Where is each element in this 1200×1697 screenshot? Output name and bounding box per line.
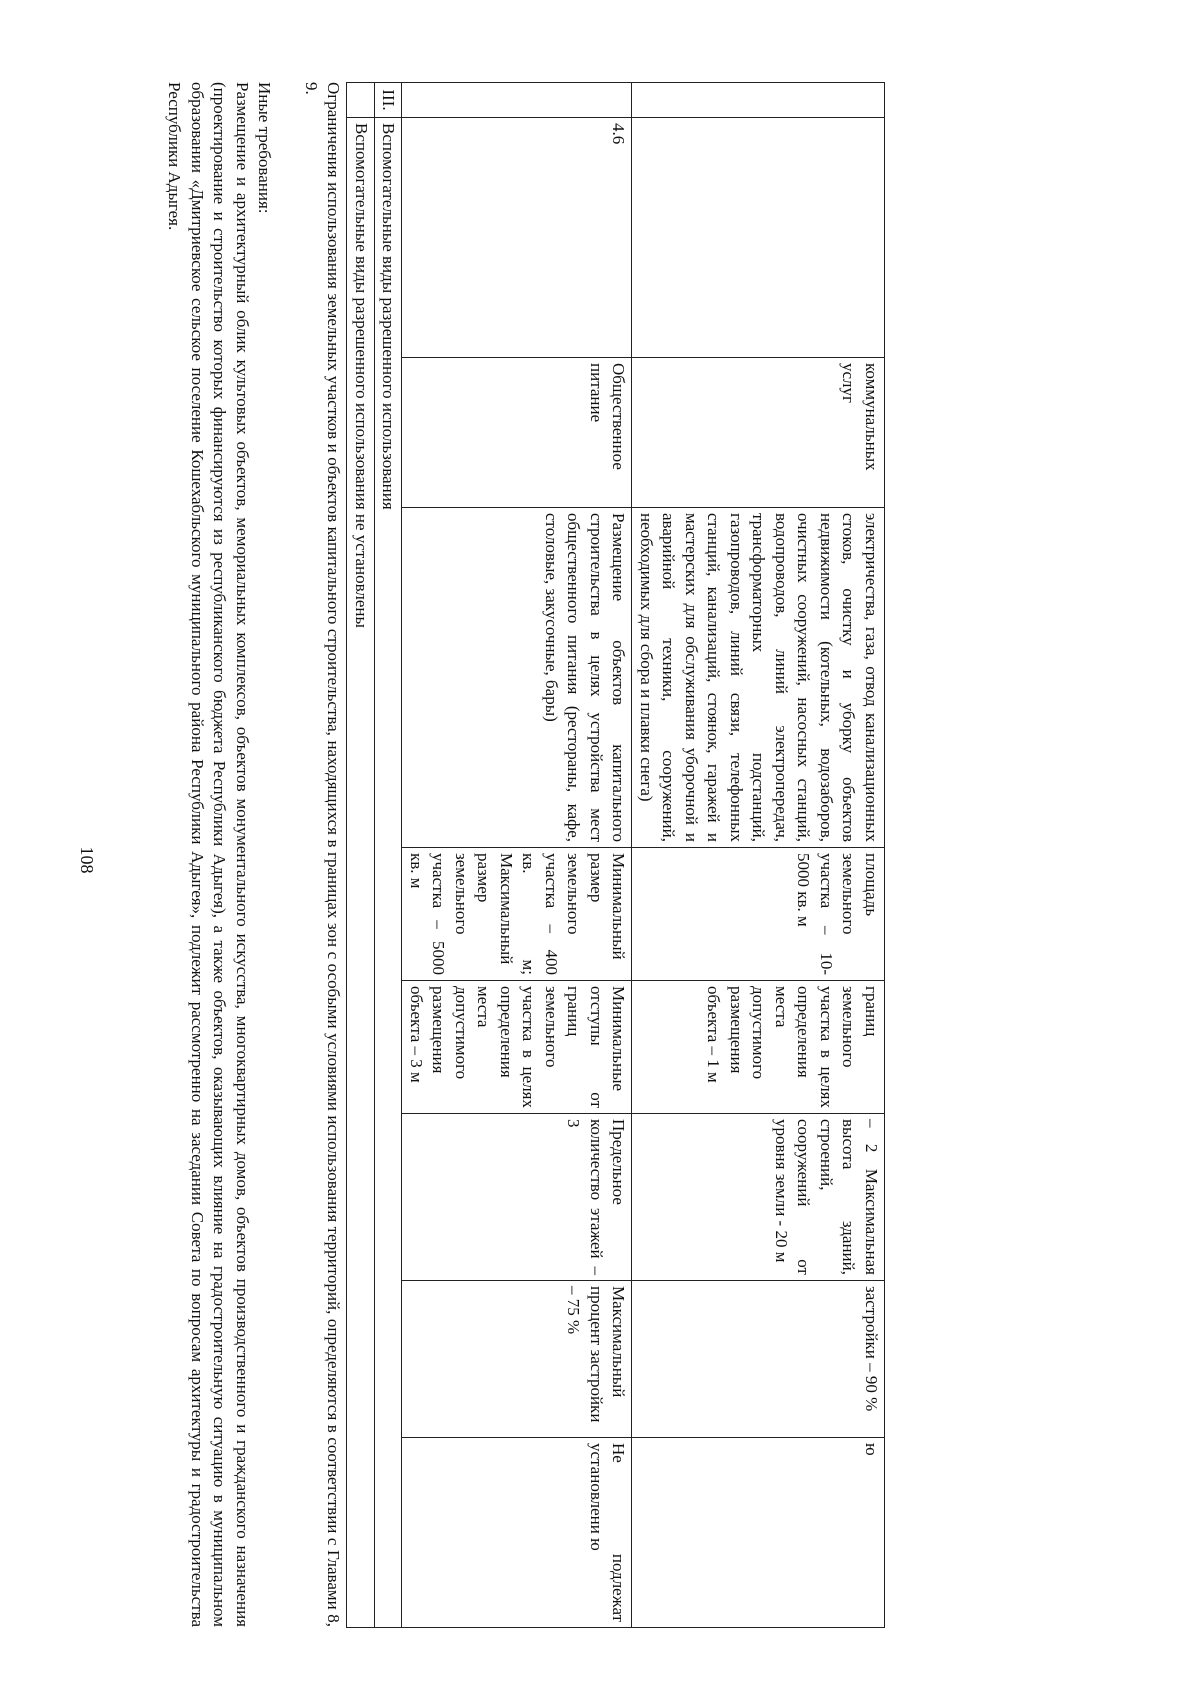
rotated-document-sheet [100,82,885,1627]
section-title: Вспомогательные виды разрешенного использования [375,118,403,1628]
section-note-spacer [347,83,375,118]
section-number: III. [375,83,403,118]
page-number: 108 [77,846,97,874]
restrictions-cell: ю [632,1438,885,1628]
use-name-cell: Общественное питание [402,358,632,508]
coverage-cell: застройки – 90 % [632,1281,885,1438]
floors-height-cell: – 2 Максимальная высота зданий, строений, сооружений от уровня земли - 20 м [632,1114,885,1281]
use-description-cell: Размещение объектов капитального строительства в целях устройства мест общественного питания (рестораны, кафе, столовые, закусочные, бары) [402,508,632,848]
code-cell [632,83,885,118]
section-note-row [347,83,375,1628]
zoning-regulations-table [347,82,886,1628]
code-cell-2 [632,118,885,358]
table-row [402,83,632,1628]
floors-height-cell: Предельное количество этажей – 3 [402,1114,632,1281]
section-note: Вспомогательные виды разрешенного использования не установлены [347,118,375,1628]
other-requirements-heading: Иные требования: [255,82,275,214]
restrictions-paragraph: Ограничения использования земельных участков и объектов капитального строительства, находящихся в границах зон с особыми условиями использования территорий, определяются в соответствии с Главами 8, 9. [302,82,344,1627]
notes-block [163,82,345,1627]
setbacks-cell: Минимальные отступы от границ земельного участка в целях определения места допустимого размещения объекта – 3 м [402,981,632,1114]
code-cell-2: 4.6 [402,118,632,358]
plot-size-cell: Минимальный размер земельного участка – 400 кв. м; Максимальный размер земельного участка – 5000 кв. м [402,848,632,981]
section-row [375,83,403,1628]
table-row [632,83,885,1628]
use-description-cell: электричества, газа, отвод канализационных стоков, очистку и уборку объектов недвижимости (котельных, водозаборов, очистных сооружений, насосных станций, водопроводов, линий электропередач, трансформаторных подстанций, газопроводов, линий связи, телефонных станций, канализаций, стоянок, гаражей и мастерских для обслуживания уборочной и аварийной техники, сооружений, необходимых для сбора и плавки снега) [632,508,885,848]
use-name-cell: коммунальных услуг [632,358,885,508]
plot-size-cell: площадь земельного участка – 10-5000 кв. м [632,848,885,981]
code-cell [402,83,632,118]
setbacks-cell: границ земельного участка в целях определения места допустимого размещения объекта – 1 м [632,981,885,1114]
other-requirements-paragraph: Размещение и архитектурный облик культовых объектов, мемориальных комплексов, объектов монументального искусства, многоквартирных домов, объектов производственного и гражданского назначения (проектирование и строительство которых финансируются из республиканского бюджета Республики Адыгея), а также объектов, оказывающих влияние на градостроительную ситуацию в муниципальном образовании «Дмитриевское сельское поселение Кошехабльского муниципального района Республики Адыгея», подлежит рассмотренно на заседании Совета по вопросам архитектуры и градостроительства Республики Адыгея. [165,82,252,1627]
coverage-cell: Максимальный процент застройки – 75 % [402,1281,632,1438]
restrictions-cell: Не подлежат установлени ю [402,1438,632,1628]
